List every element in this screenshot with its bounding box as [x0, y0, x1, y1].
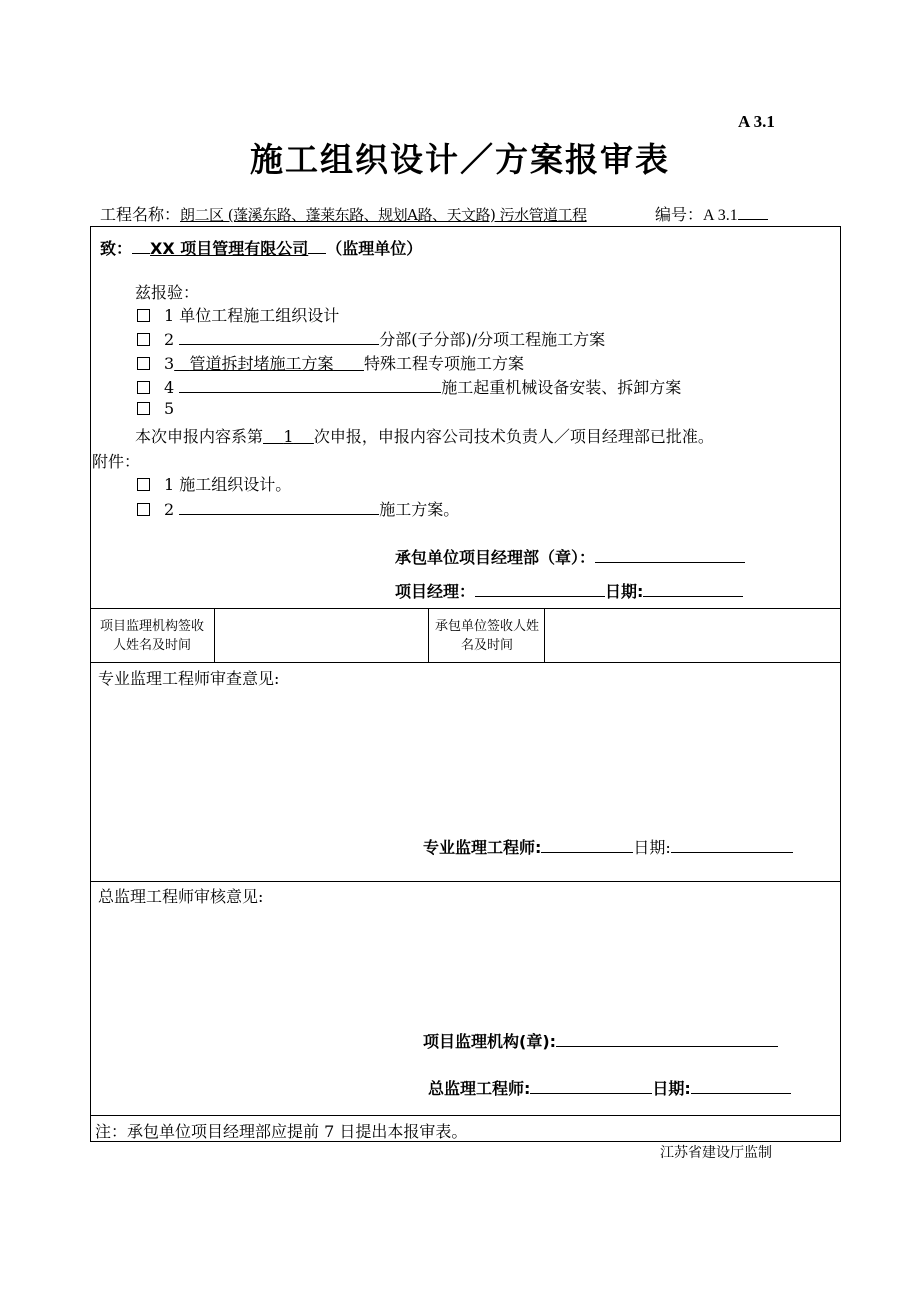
issuer-label: 江苏省建设厅监制 [660, 1145, 772, 1161]
attachment-item: 2 施工方案。 [137, 497, 459, 520]
page-title: 施工组织设计／方案报审表 [250, 140, 670, 179]
column-divider [214, 608, 215, 662]
checkbox[interactable] [137, 333, 150, 346]
submission-item-text: 分部(子分部)/分项工程施工方案 [379, 330, 606, 349]
project-name-line [100, 202, 587, 225]
recipient-suffix: （监理单位） [326, 239, 423, 258]
specialist-review-heading: 专业监理工程师审查意见: [98, 669, 280, 688]
row-divider [90, 662, 841, 663]
form-number-underline [738, 203, 768, 220]
supervision-receipt-label: 项目监理机构签收人姓名及时间 [99, 619, 204, 653]
form-code: A 3.1 [738, 112, 775, 131]
supervision-seal-line: 项目监理机构(章): [423, 1029, 778, 1052]
submission-item: 3 管道拆封堵施工方案 特殊工程专项施工方案 [137, 351, 524, 374]
submission-item: 4 施工起重机械设备安装、拆卸方案 [137, 375, 681, 398]
project-manager-line: 项目经理： 日期: [395, 579, 743, 602]
submission-item: 1 单位工程施工组织设计 [137, 303, 339, 326]
chief-signature-line: 总监理工程师: 日期: [428, 1076, 791, 1099]
checkbox[interactable] [137, 357, 150, 370]
fill-blank [179, 498, 379, 515]
column-divider [544, 608, 545, 662]
submission-count-line: 本次申报内容系第 1 次申报，申报内容公司技术负责人／项目经理部已批准。 [135, 427, 714, 446]
date-blank [643, 580, 743, 597]
form-number-line [655, 202, 768, 225]
recipient-name: XX 项目管理有限公司 [150, 239, 309, 258]
row-divider [90, 608, 841, 609]
checkbox[interactable] [137, 503, 150, 516]
signature-blank [595, 546, 745, 563]
form-note: 注：承包单位项目经理部应提前 7 日提出本报审表。 [95, 1122, 468, 1141]
signature-blank [475, 580, 605, 597]
row-divider [90, 881, 841, 882]
checkbox[interactable] [137, 402, 150, 415]
submission-item-text: 单位工程施工组织设计 [179, 306, 340, 325]
chief-review-heading: 总监理工程师审核意见: [98, 887, 264, 906]
checkbox[interactable] [137, 309, 150, 322]
submission-item-text: 特殊工程专项施工方案 [363, 354, 524, 373]
signature-blank [556, 1030, 778, 1047]
submission-item: 2 分部(子分部)/分项工程施工方案 [137, 327, 605, 350]
fill-blank [179, 328, 379, 345]
form-number-label: 编号： [655, 205, 704, 224]
submission-item: 5 [137, 399, 174, 418]
attachments-label: 附件： [92, 452, 141, 471]
submission-intro: 兹报验： [135, 283, 200, 302]
checkbox[interactable] [137, 381, 150, 394]
project-name-value: 朗二区 (蓬溪东路、蓬莱东路、规划A路、天文路) 污水管道工程 [180, 206, 587, 224]
form-number-value: A 3.1 [703, 207, 738, 224]
recipient-line [100, 236, 422, 259]
attachment-item: 1 施工组织设计。 [137, 472, 291, 495]
submission-item-text: 施工起重机械设备安装、拆卸方案 [441, 378, 682, 397]
row-divider [90, 1115, 841, 1116]
signature-blank [530, 1077, 652, 1094]
project-name-label: 工程名称： [100, 205, 181, 224]
contractor-receipt-label: 承包单位签收人姓名及时间 [434, 619, 539, 653]
signature-blank [541, 836, 633, 853]
checkbox[interactable] [137, 478, 150, 491]
submission-count: 1 [283, 427, 294, 446]
submission-item-fill: 管道拆封堵施工方案 [189, 354, 334, 373]
contractor-seal-line: 承包单位项目经理部（章）： [395, 545, 745, 568]
column-divider [428, 608, 429, 662]
recipient-prefix: 致： [100, 239, 133, 258]
fill-blank [179, 376, 441, 393]
date-blank [691, 1077, 791, 1094]
specialist-signature-line: 专业监理工程师: 日期: [423, 835, 793, 858]
date-blank [671, 836, 793, 853]
